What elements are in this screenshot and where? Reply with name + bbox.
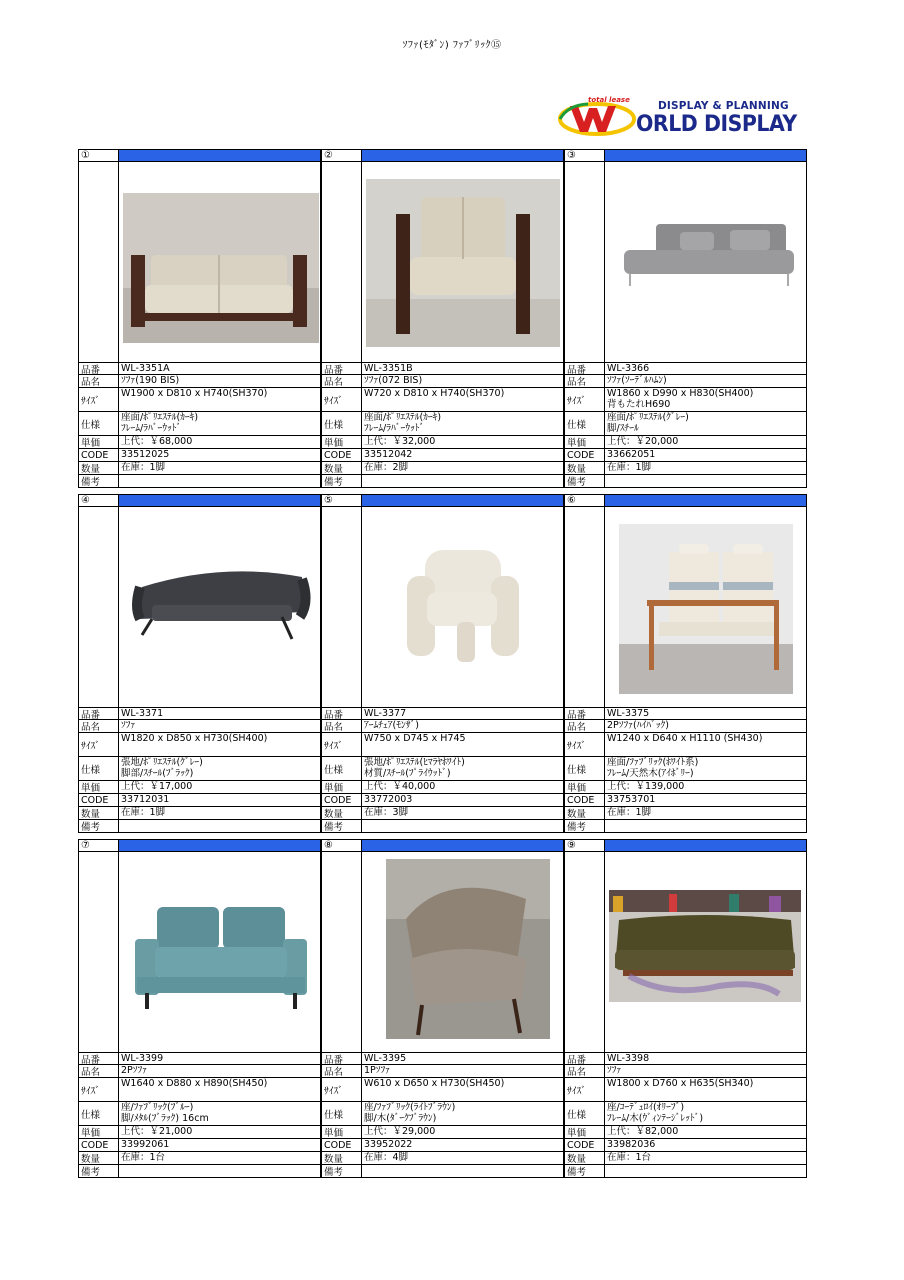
card-number: ④ bbox=[79, 495, 119, 506]
item-spec-1: 座/ｺｰﾃﾞｭﾛｲ(ｵﾘｰﾌﾞ) bbox=[607, 1102, 685, 1113]
product-spec-table bbox=[564, 707, 807, 833]
label-spec: 仕様 bbox=[79, 412, 119, 435]
item-spec-1: 座面/ﾎﾟﾘｴｽﾃﾙ(ｶｰｷ) bbox=[364, 412, 442, 423]
label-spec: 仕様 bbox=[565, 757, 605, 780]
label-name: 品名 bbox=[322, 375, 362, 387]
card-header bbox=[321, 149, 564, 162]
item-size: W1900 x D810 x H740(SH370) bbox=[121, 388, 268, 399]
item-price: 上代：￥29,000 bbox=[364, 1126, 436, 1137]
item-no: WL-3351B bbox=[364, 363, 413, 374]
card-header-bar bbox=[605, 150, 806, 161]
item-spec-1: 座面/ﾎﾟﾘｴｽﾃﾙ(ｸﾞﾚｰ) bbox=[607, 412, 689, 423]
product-photo-frame bbox=[321, 162, 564, 362]
card-header bbox=[564, 839, 807, 852]
label-code: CODE bbox=[322, 449, 362, 461]
label-size: ｻｲｽﾞ bbox=[322, 733, 362, 756]
label-price: 単価 bbox=[322, 781, 362, 793]
label-spec: 仕様 bbox=[79, 1102, 119, 1125]
product-photo bbox=[619, 524, 793, 694]
label-spec: 仕様 bbox=[79, 757, 119, 780]
product-photo-frame bbox=[78, 507, 321, 707]
item-qty: 在庫：1脚 bbox=[121, 462, 166, 473]
label-item-no: 品番 bbox=[79, 708, 119, 719]
label-note: 備考 bbox=[322, 475, 362, 487]
label-qty: 数量 bbox=[565, 1152, 605, 1164]
page-title: ｿﾌｧ(ﾓﾀﾞﾝ) ﾌｧﾌﾞﾘｯｸ⑮ bbox=[402, 40, 502, 51]
label-price: 単価 bbox=[322, 1126, 362, 1138]
item-size-extra: 背もたれH690 bbox=[607, 399, 671, 410]
label-note: 備考 bbox=[79, 475, 119, 487]
product-photo bbox=[386, 859, 550, 1039]
product-photo bbox=[132, 557, 312, 647]
item-qty: 在庫：2脚 bbox=[364, 462, 409, 473]
item-spec-2: ﾌﾚｰﾑ/ﾗﾊﾞｰｳｯﾄﾞ bbox=[364, 423, 425, 434]
product-spec-table bbox=[321, 362, 564, 488]
label-size: ｻｲｽﾞ bbox=[565, 388, 605, 411]
item-price: 上代：￥139,000 bbox=[607, 781, 685, 792]
item-size: W1640 x D880 x H890(SH450) bbox=[121, 1078, 268, 1089]
item-price: 上代：￥82,000 bbox=[607, 1126, 679, 1137]
card-header-bar bbox=[362, 150, 563, 161]
item-code: 33712031 bbox=[121, 794, 170, 805]
label-spec: 仕様 bbox=[322, 1102, 362, 1125]
card-header bbox=[78, 149, 321, 162]
item-qty: 在庫：1脚 bbox=[121, 807, 166, 818]
card-number: ⑥ bbox=[565, 495, 605, 506]
item-name: ｿﾌｧ(072 BIS) bbox=[364, 375, 423, 386]
product-photo-frame bbox=[78, 852, 321, 1052]
product-photo bbox=[620, 214, 796, 304]
logo-line1: DISPLAY & PLANNING bbox=[658, 100, 789, 112]
label-qty: 数量 bbox=[79, 462, 119, 474]
label-size: ｻｲｽﾞ bbox=[79, 733, 119, 756]
item-no: WL-3351A bbox=[121, 363, 170, 374]
item-size: W750 x D745 x H745 bbox=[364, 733, 466, 744]
item-name: 1Pｿﾌｧ bbox=[364, 1065, 391, 1076]
item-code: 33512042 bbox=[364, 449, 413, 460]
label-note: 備考 bbox=[322, 820, 362, 832]
label-spec: 仕様 bbox=[322, 757, 362, 780]
label-name: 品名 bbox=[565, 1065, 605, 1077]
label-qty: 数量 bbox=[322, 807, 362, 819]
label-size: ｻｲｽﾞ bbox=[79, 388, 119, 411]
label-spec: 仕様 bbox=[565, 1102, 605, 1125]
label-code: CODE bbox=[565, 1139, 605, 1151]
label-price: 単価 bbox=[565, 1126, 605, 1138]
label-item-no: 品番 bbox=[565, 363, 605, 374]
item-name: ｿﾌｧ(190 BIS) bbox=[121, 375, 180, 386]
label-price: 単価 bbox=[565, 781, 605, 793]
product-photo bbox=[397, 542, 527, 672]
item-name: 2Pｿﾌｧ bbox=[121, 1065, 148, 1076]
product-photo bbox=[127, 897, 315, 1027]
label-note: 備考 bbox=[79, 1165, 119, 1177]
label-code: CODE bbox=[79, 449, 119, 461]
item-qty: 在庫：1台 bbox=[607, 1152, 652, 1163]
product-photo-frame bbox=[321, 852, 564, 1052]
label-price: 単価 bbox=[79, 1126, 119, 1138]
item-price: 上代：￥40,000 bbox=[364, 781, 436, 792]
card-header bbox=[78, 839, 321, 852]
item-size: W1800 x D760 x H635(SH340) bbox=[607, 1078, 754, 1089]
card-header bbox=[321, 839, 564, 852]
product-spec-table bbox=[78, 707, 321, 833]
label-item-no: 品番 bbox=[322, 708, 362, 719]
item-no: WL-3375 bbox=[607, 708, 650, 719]
label-price: 単価 bbox=[322, 436, 362, 448]
card-number: ⑦ bbox=[79, 840, 119, 851]
item-no: WL-3377 bbox=[364, 708, 407, 719]
item-price: 上代：￥20,000 bbox=[607, 436, 679, 447]
label-name: 品名 bbox=[565, 375, 605, 387]
label-name: 品名 bbox=[322, 1065, 362, 1077]
item-no: WL-3398 bbox=[607, 1053, 650, 1064]
label-size: ｻｲｽﾞ bbox=[322, 388, 362, 411]
product-spec-table bbox=[78, 362, 321, 488]
card-number: ⑤ bbox=[322, 495, 362, 506]
item-qty: 在庫：1脚 bbox=[607, 807, 652, 818]
card-header-bar bbox=[605, 495, 806, 506]
card-header-bar bbox=[605, 840, 806, 851]
product-photo-frame bbox=[564, 507, 807, 707]
product-spec-table bbox=[564, 1052, 807, 1178]
item-spec-1: 座/ﾌｧﾌﾞﾘｯｸ(ﾌﾞﾙｰ) bbox=[121, 1102, 194, 1113]
item-name: ｱｰﾑﾁｪｱ(ﾓﾝｻﾞ) bbox=[364, 720, 419, 731]
product-spec-table bbox=[321, 1052, 564, 1178]
item-no: WL-3371 bbox=[121, 708, 164, 719]
item-name: ｿﾌｧ bbox=[121, 720, 136, 731]
item-price: 上代：￥68,000 bbox=[121, 436, 193, 447]
label-spec: 仕様 bbox=[565, 412, 605, 435]
item-name: 2Pｿﾌｧ(ﾊｲﾊﾞｯｸ) bbox=[607, 720, 669, 731]
label-price: 単価 bbox=[79, 781, 119, 793]
label-name: 品名 bbox=[79, 720, 119, 732]
item-code: 33982036 bbox=[607, 1139, 656, 1150]
item-code: 33662051 bbox=[607, 449, 656, 460]
item-qty: 在庫：4脚 bbox=[364, 1152, 409, 1163]
card-header-bar bbox=[362, 840, 563, 851]
label-note: 備考 bbox=[322, 1165, 362, 1177]
item-spec-2: ﾌﾚｰﾑ/木(ｳﾞｨﾝﾃｰｼﾞﾚｯﾄﾞ) bbox=[607, 1113, 704, 1124]
item-price: 上代：￥32,000 bbox=[364, 436, 436, 447]
card-header-bar bbox=[119, 840, 320, 851]
product-photo bbox=[609, 890, 801, 1002]
item-code: 33952022 bbox=[364, 1139, 413, 1150]
card-header bbox=[321, 494, 564, 507]
label-qty: 数量 bbox=[565, 462, 605, 474]
product-photo-frame bbox=[564, 852, 807, 1052]
item-qty: 在庫：1台 bbox=[121, 1152, 166, 1163]
label-qty: 数量 bbox=[565, 807, 605, 819]
item-spec-2: 材質/ｽﾁｰﾙ(ﾌﾟﾗｲｳｯﾄﾞ) bbox=[364, 768, 451, 779]
product-spec-table bbox=[321, 707, 564, 833]
label-size: ｻｲｽﾞ bbox=[322, 1078, 362, 1101]
item-name: ｿﾌｧ(ｿｰﾃﾞﾙﾊﾑﾝ) bbox=[607, 375, 667, 386]
item-no: WL-3399 bbox=[121, 1053, 164, 1064]
item-code: 33512025 bbox=[121, 449, 170, 460]
label-item-no: 品番 bbox=[322, 363, 362, 374]
card-header-bar bbox=[119, 495, 320, 506]
card-header-bar bbox=[362, 495, 563, 506]
item-no: WL-3395 bbox=[364, 1053, 407, 1064]
product-photo bbox=[123, 193, 319, 343]
item-spec-2: 脚/木(ﾀﾞｰｸﾌﾞﾗｳﾝ) bbox=[364, 1113, 437, 1124]
label-item-no: 品番 bbox=[322, 1053, 362, 1064]
card-header-bar bbox=[119, 150, 320, 161]
logo-tag: total lease bbox=[588, 96, 630, 104]
label-name: 品名 bbox=[79, 1065, 119, 1077]
item-code: 33772003 bbox=[364, 794, 413, 805]
label-note: 備考 bbox=[79, 820, 119, 832]
label-item-no: 品番 bbox=[79, 363, 119, 374]
item-spec-2: 脚/ｽﾁｰﾙ bbox=[607, 423, 639, 434]
label-code: CODE bbox=[565, 794, 605, 806]
label-qty: 数量 bbox=[79, 807, 119, 819]
item-price: 上代：￥17,000 bbox=[121, 781, 193, 792]
item-name: ｿﾌｧ bbox=[607, 1065, 622, 1076]
card-number: ③ bbox=[565, 150, 605, 161]
item-no: WL-3366 bbox=[607, 363, 650, 374]
label-note: 備考 bbox=[565, 475, 605, 487]
card-header bbox=[78, 494, 321, 507]
item-spec-2: ﾌﾚｰﾑ/天然木(ｱｲﾎﾞﾘｰ) bbox=[607, 768, 694, 779]
label-qty: 数量 bbox=[322, 1152, 362, 1164]
product-photo-frame bbox=[321, 507, 564, 707]
item-qty: 在庫：3脚 bbox=[364, 807, 409, 818]
label-note: 備考 bbox=[565, 1165, 605, 1177]
item-spec-1: 座/ﾌｧﾌﾞﾘｯｸ(ﾗｲﾄﾌﾞﾗｳﾝ) bbox=[364, 1102, 456, 1113]
item-spec-1: 張地/ﾎﾟﾘｴｽﾃﾙ(ﾋﾏﾗﾔﾎﾜｲﾄ) bbox=[364, 757, 465, 768]
card-number: ① bbox=[79, 150, 119, 161]
logo-line2: ORLD DISPLAY bbox=[636, 112, 797, 137]
label-size: ｻｲｽﾞ bbox=[79, 1078, 119, 1101]
label-item-no: 品番 bbox=[565, 708, 605, 719]
card-number: ⑨ bbox=[565, 840, 605, 851]
item-qty: 在庫：1脚 bbox=[607, 462, 652, 473]
item-code: 33753701 bbox=[607, 794, 656, 805]
product-spec-table bbox=[78, 1052, 321, 1178]
product-photo-frame bbox=[564, 162, 807, 362]
item-size: W610 x D650 x H730(SH450) bbox=[364, 1078, 505, 1089]
label-code: CODE bbox=[79, 794, 119, 806]
item-spec-2: ﾌﾚｰﾑ/ﾗﾊﾞｰｳｯﾄﾞ bbox=[121, 423, 182, 434]
label-qty: 数量 bbox=[79, 1152, 119, 1164]
label-spec: 仕様 bbox=[322, 412, 362, 435]
item-spec-1: 座面/ﾌｧﾌﾞﾘｯｸ(ﾎﾜｲﾄ系) bbox=[607, 757, 699, 768]
item-spec-2: 脚部/ｽﾁｰﾙ(ﾌﾞﾗｯｸ) bbox=[121, 768, 194, 779]
item-spec-2: 脚/ﾒﾀﾙ(ﾌﾞﾗｯｸ) 16cm bbox=[121, 1113, 209, 1124]
card-header bbox=[564, 149, 807, 162]
label-price: 単価 bbox=[565, 436, 605, 448]
label-name: 品名 bbox=[565, 720, 605, 732]
label-item-no: 品番 bbox=[79, 1053, 119, 1064]
logo-w-mark-icon bbox=[558, 102, 636, 136]
label-name: 品名 bbox=[79, 375, 119, 387]
label-note: 備考 bbox=[565, 820, 605, 832]
product-grid bbox=[78, 149, 808, 1185]
label-code: CODE bbox=[79, 1139, 119, 1151]
item-code: 33992061 bbox=[121, 1139, 170, 1150]
product-spec-table bbox=[564, 362, 807, 488]
label-size: ｻｲｽﾞ bbox=[565, 1078, 605, 1101]
label-code: CODE bbox=[565, 449, 605, 461]
label-code: CODE bbox=[322, 794, 362, 806]
company-logo bbox=[558, 96, 796, 138]
card-number: ② bbox=[322, 150, 362, 161]
item-price: 上代：￥21,000 bbox=[121, 1126, 193, 1137]
item-size: W720 x D810 x H740(SH370) bbox=[364, 388, 505, 399]
label-name: 品名 bbox=[322, 720, 362, 732]
label-size: ｻｲｽﾞ bbox=[565, 733, 605, 756]
label-price: 単価 bbox=[79, 436, 119, 448]
label-qty: 数量 bbox=[322, 462, 362, 474]
item-size: W1240 x D640 x H1110 (SH430) bbox=[607, 733, 763, 744]
label-item-no: 品番 bbox=[565, 1053, 605, 1064]
card-header bbox=[564, 494, 807, 507]
product-photo-frame bbox=[78, 162, 321, 362]
item-spec-1: 張地/ﾎﾟﾘｴｽﾃﾙ(ｸﾞﾚｰ) bbox=[121, 757, 203, 768]
item-size: W1860 x D990 x H830(SH400) bbox=[607, 388, 754, 399]
item-size: W1820 x D850 x H730(SH400) bbox=[121, 733, 268, 744]
product-photo bbox=[366, 179, 560, 347]
item-spec-1: 座面/ﾎﾟﾘｴｽﾃﾙ(ｶｰｷ) bbox=[121, 412, 199, 423]
label-code: CODE bbox=[322, 1139, 362, 1151]
card-number: ⑧ bbox=[322, 840, 362, 851]
